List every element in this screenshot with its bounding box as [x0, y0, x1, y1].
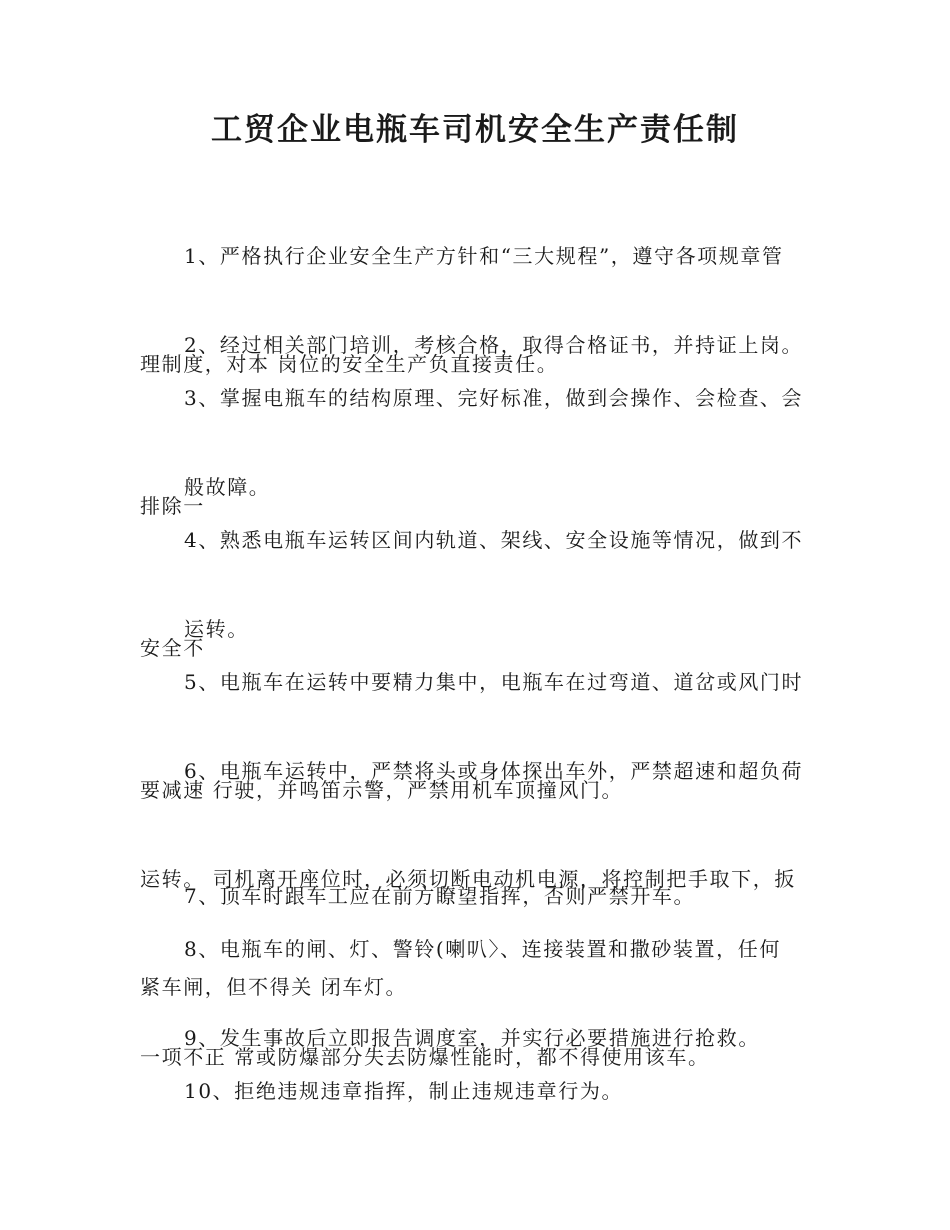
paragraph-line: 要减速 行驶，并鸣笛示警，严禁用机车顶撞风门。 [140, 778, 624, 802]
paragraph-line: 8、电瓶车的闸、灯、警铃(喇叭〉、连接装置和撒砂装置，任何 [184, 937, 781, 961]
document-title: 工贸企业电瓶车司机安全生产责任制 [211, 112, 739, 148]
paragraph-line: 1、严格执行企业安全生产方针和“三大规程”，遵守各项规章管 [184, 244, 784, 268]
paragraph-line: 10、拒绝违规违章指挥，制止违规违章行为。 [184, 1079, 624, 1103]
paragraph-line: 9、发生事故后立即报告调度室，并实行必要措施进行抢救。 [184, 1026, 760, 1050]
paragraph-line: 般故障。 [184, 475, 271, 499]
paragraph-line: 2、经过相关部门培训，考核合格，取得合格证书，并持证上岗。 [184, 333, 804, 357]
paragraph-line: 紧车闸，但不得关 闭车灯。 [140, 975, 408, 999]
paragraph-line: 安全不 [140, 636, 205, 660]
paragraph-line: 运转。 [184, 617, 249, 641]
paragraph-line: 一项不正 常或防爆部分失去防爆性能时，都不得使用该车。 [140, 1045, 710, 1069]
paragraph-line: 6、电瓶车运转中，严禁将头或身体探出车外，严禁超速和超负荷 [184, 759, 804, 783]
paragraph-line: 理制度，对本 岗位的安全生产负直接责任。 [140, 352, 559, 376]
paragraph-line: 7、顶车时跟车工应在前方瞭望指挥，否则严禁开车。 [184, 884, 696, 908]
paragraph-line: 3、掌握电瓶车的结构原理、完好标准，做到会操作、会检查、会 [184, 386, 804, 410]
paragraph-line: 排除一 [140, 494, 205, 518]
paragraph-line: 5、电瓶车在运转中要精力集中，电瓶车在过弯道、道岔或风门时 [184, 670, 804, 694]
paragraph-10 [140, 1001, 804, 1181]
paragraph-line: 4、熟悉电瓶车运转区间内轨道、架线、安全设施等情况，做到不 [184, 528, 804, 552]
paragraph-line: 运转。 司机离开座位时，必须切断电动机电源，将控制把手取下，扳 [140, 867, 796, 891]
